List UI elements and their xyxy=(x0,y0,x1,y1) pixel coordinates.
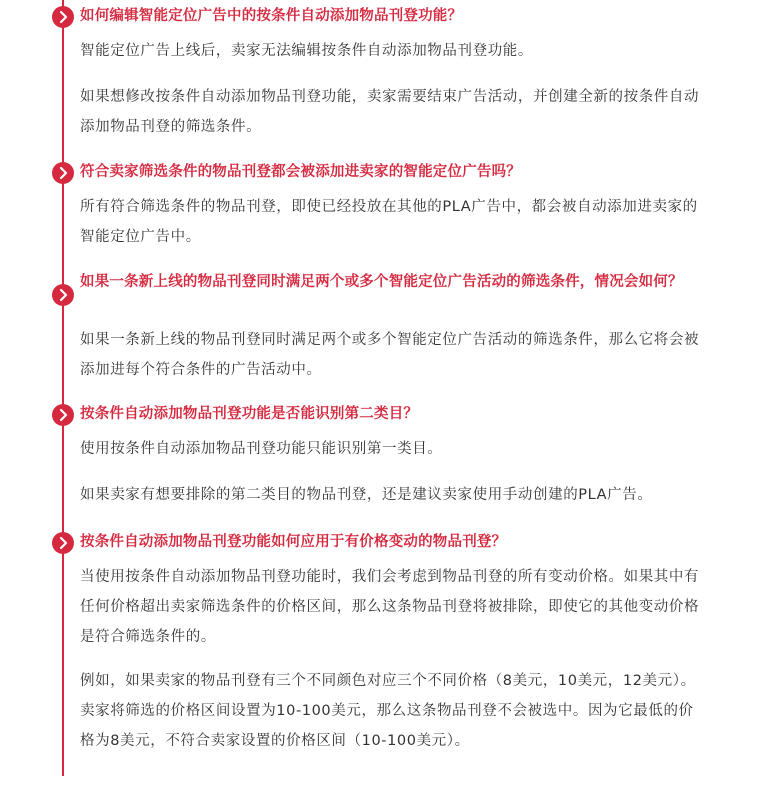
faq-answer: 使用按条件自动添加物品刊登功能只能识别第一类目。 xyxy=(80,441,443,457)
faq-answer: 当使用按条件自动添加物品刊登功能时，我们会考虑到物品刊登的所有变动价格。如果其中有任何价格超出卖家筛选条件的价格区间，那么这条物品刊登将被排除，即使它的其他变动价格是符合筛选条件的。 xyxy=(80,569,700,645)
faq-answer: 智能定位广告上线后，卖家无法编辑按条件自动添加物品刊登功能。 xyxy=(80,43,533,59)
faq-question: 符合卖家筛选条件的物品刊登都会被添加进卖家的智能定位广告吗？ xyxy=(80,164,521,180)
chevron-right-icon xyxy=(52,284,74,306)
faq-answer: 如果一条新上线的物品刊登同时满足两个或多个智能定位广告活动的筛选条件，那么它将会被添加进每个符合条件的广告活动中。 xyxy=(80,332,700,378)
chevron-right-icon xyxy=(52,404,74,426)
faq-question: 如何编辑智能定位广告中的按条件自动添加物品刊登功能？ xyxy=(80,8,463,24)
faq-question: 如果一条新上线的物品刊登同时满足两个或多个智能定位广告活动的筛选条件，情况会如何？ xyxy=(80,274,683,290)
faq-answer: 所有符合筛选条件的物品刊登，即使已经投放在其他的PLA广告中，都会被自动添加进卖家的智能定位广告中。 xyxy=(80,199,698,245)
faq-question: 按条件自动添加物品刊登功能是否能识别第二类目？ xyxy=(80,406,419,422)
faq-answer: 如果卖家有想要排除的第二类目的物品刊登，还是建议卖家使用手动创建的PLA广告。 xyxy=(80,487,653,503)
timeline-line xyxy=(62,0,64,776)
faq-answer: 如果想修改按条件自动添加物品刊登功能，卖家需要结束广告活动，并创建全新的按条件自动添加物品刊登的筛选条件。 xyxy=(80,89,700,135)
chevron-right-icon xyxy=(52,532,74,554)
chevron-right-icon xyxy=(52,6,74,28)
faq-question: 按条件自动添加物品刊登功能如何应用于有价格变动的物品刊登？ xyxy=(80,534,507,550)
chevron-right-icon xyxy=(52,162,74,184)
faq-answer: 例如，如果卖家的物品刊登有三个不同颜色对应三个不同价格（8美元，10美元，12美元）。卖家将筛选的价格区间设置为10-100美元，那么这条物品刊登不会被选中。因为它最低的价格为8美元，不符合卖家设置的价格区间（10-100美元）。 xyxy=(80,673,696,749)
